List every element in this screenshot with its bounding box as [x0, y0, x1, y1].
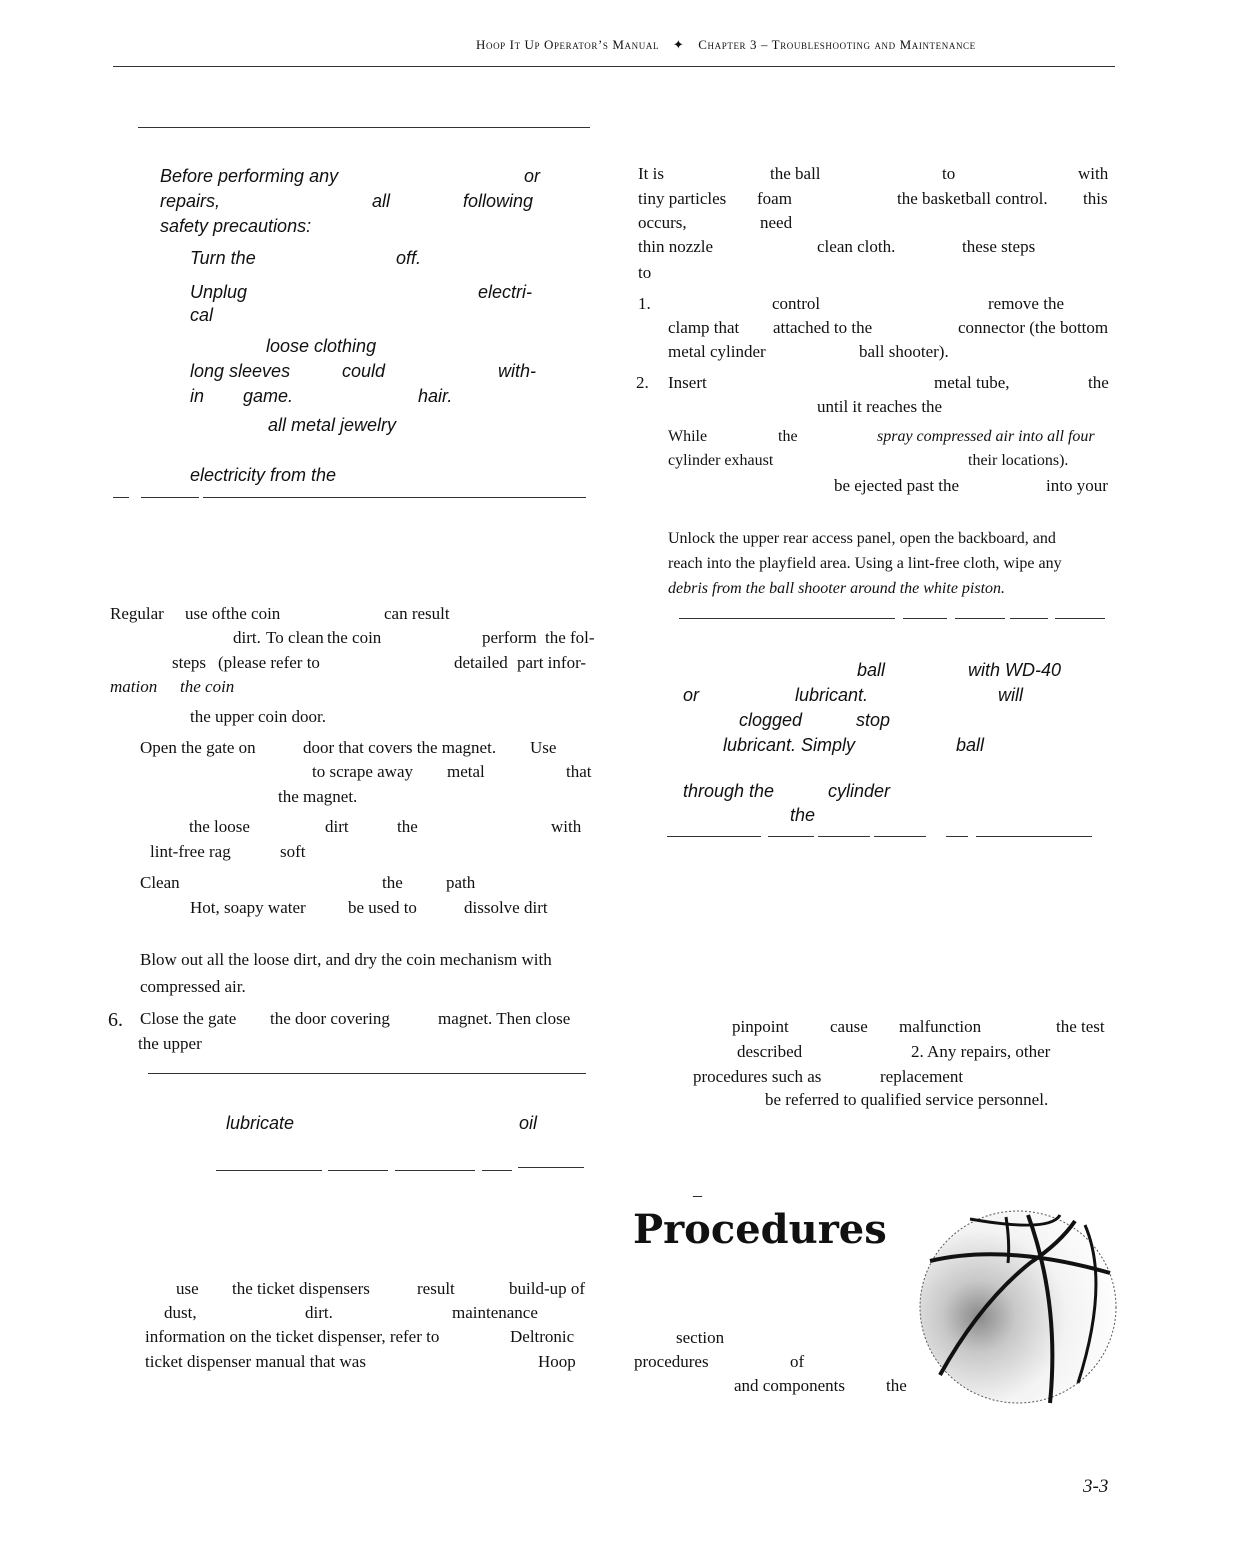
caution-text: off.	[396, 248, 422, 268]
body-text: malfunction	[899, 1017, 982, 1036]
body-text: of	[790, 1352, 805, 1371]
caution2-top-rule	[679, 618, 895, 619]
step-text: clamp that	[668, 318, 740, 337]
step-text: path	[446, 873, 476, 892]
caution-text: cylinder	[828, 781, 891, 801]
body-text: result	[417, 1279, 455, 1298]
step-text: the upper coin door.	[190, 707, 326, 726]
body-text: tiny particles	[638, 189, 727, 208]
step-text: Close the gate	[140, 1009, 237, 1028]
caution-text: all	[372, 191, 391, 211]
step-text: to scrape away	[312, 762, 414, 781]
step-text: the upper	[138, 1034, 202, 1053]
step-number: 2.	[636, 373, 649, 392]
body-text: pinpoint	[732, 1017, 789, 1036]
body-text: It is	[638, 164, 664, 183]
note-text: oil	[519, 1113, 538, 1133]
step-text: until it reaches the	[817, 397, 943, 416]
diamond-icon: ✦	[672, 37, 685, 52]
step-text: Insert	[668, 373, 707, 392]
caution-text: stop	[856, 710, 891, 730]
caution-text: through the	[683, 781, 775, 801]
caution-text: or	[524, 166, 541, 186]
caution-text: long sleeves	[190, 361, 291, 381]
body-text: dirt.	[233, 628, 261, 647]
body-text: occurs,	[638, 213, 687, 232]
caution2-bottom-rule	[976, 836, 1092, 837]
body-text: procedures	[634, 1352, 709, 1371]
step-text: Hot, soapy water	[190, 898, 306, 917]
note-bottom-rule	[518, 1167, 584, 1168]
caution-text: electri-	[478, 282, 533, 302]
step-text: the	[1088, 373, 1109, 392]
body-text: build-up of	[509, 1279, 586, 1298]
step-text: door that covers the magnet.	[303, 738, 497, 757]
note-bottom-rule	[395, 1170, 475, 1171]
caution2-top-rule	[903, 618, 947, 619]
header-rule	[113, 66, 1115, 67]
body-text: use of	[185, 604, 227, 623]
caution-top-rule	[138, 127, 590, 128]
body-text: be referred to qualified service personnel.	[765, 1090, 1049, 1109]
body-text: mation	[110, 677, 158, 696]
step-number: 6.	[108, 1009, 123, 1031]
caution2-bottom-rule	[874, 836, 926, 837]
body-text: the ball	[770, 164, 821, 183]
caution-bottom-rule	[141, 497, 199, 498]
body-text: 2. Any repairs, other	[911, 1042, 1051, 1061]
step-text: metal	[447, 762, 485, 781]
caution-text: all metal jewelry	[268, 415, 397, 435]
basketball-illustration	[910, 1203, 1124, 1409]
body-text: cause	[830, 1017, 868, 1036]
body-text: Deltronic	[510, 1327, 575, 1346]
caution-text: Before performing any	[160, 166, 339, 186]
body-text: information on the ticket dispenser, refer to	[145, 1327, 440, 1346]
step-text: dirt	[325, 817, 349, 836]
body-text: described	[737, 1042, 803, 1061]
step-text: compressed air.	[140, 977, 246, 996]
body-text: this	[1083, 189, 1108, 208]
caution-text: could	[342, 361, 386, 381]
caution-text: hair.	[418, 386, 453, 406]
procedures-heading: Procedures	[633, 1206, 887, 1253]
body-text: the ticket dispensers	[232, 1279, 370, 1298]
caution-bottom-rule	[203, 497, 586, 498]
step-text: Use	[530, 738, 557, 757]
body-text: steps	[172, 653, 206, 672]
body-text: To clean	[266, 628, 324, 647]
body-text: can result	[384, 604, 450, 623]
body-text: maintenance	[452, 1303, 538, 1322]
body-text: the test	[1056, 1017, 1105, 1036]
note-bottom-rule	[328, 1170, 388, 1171]
step-text: ball shooter).	[859, 342, 949, 361]
step-text: control	[772, 294, 821, 313]
step-text: Open the gate on	[140, 738, 256, 757]
body-text: part infor-	[517, 653, 587, 672]
step-text: the magnet.	[278, 787, 358, 806]
body-text: reach into the playfield area. Using a lint-free cloth, wipe any	[668, 555, 1062, 572]
caution-text: following	[463, 191, 534, 211]
body-text: the fol-	[545, 628, 595, 647]
body-text: Hoop	[538, 1352, 576, 1371]
body-text: section	[676, 1328, 725, 1347]
body-text: dust,	[164, 1303, 197, 1322]
body-text: with	[1078, 164, 1109, 183]
body-text: need	[760, 213, 793, 232]
caution2-bottom-rule	[667, 836, 761, 837]
note-bottom-rule	[216, 1170, 322, 1171]
step-text: be ejected past the	[834, 476, 960, 495]
page-number: 3-3	[1083, 1476, 1109, 1497]
caution2-top-rule	[955, 618, 1005, 619]
caution-text: loose clothing	[266, 336, 377, 356]
step-text: While	[668, 428, 708, 445]
note-text: lubricate	[226, 1113, 295, 1133]
body-text: the basketball control.	[897, 189, 1048, 208]
step-text: the	[397, 817, 418, 836]
body-text: Unlock the upper rear access panel, open the backboard, and	[668, 530, 1056, 547]
step-text: spray compressed air into all four	[877, 428, 1095, 445]
step-text: that	[566, 762, 592, 781]
body-text: thin nozzle	[638, 237, 714, 256]
step-text: connector (the bottom	[958, 318, 1109, 337]
caution-text: will	[998, 685, 1023, 705]
manual-title: Hoop It Up Operator’s Manual	[476, 37, 660, 52]
body-text: the coin	[327, 628, 382, 647]
body-text: debris from the ball shooter around the white piston.	[668, 580, 1006, 597]
body-text: detailed	[454, 653, 508, 672]
body-text: replacement	[880, 1067, 964, 1086]
step-text: their locations).	[968, 452, 1069, 469]
body-text: dirt.	[305, 1303, 333, 1322]
body-text: the coin	[226, 604, 281, 623]
caution-text: game.	[243, 386, 294, 406]
caution-text: or	[683, 685, 700, 705]
body-text: and components	[734, 1376, 845, 1395]
body-text: perform	[482, 628, 537, 647]
body-text: ticket dispenser manual that was	[145, 1352, 366, 1371]
body-text: to	[638, 263, 652, 282]
caution-text: with-	[498, 361, 537, 381]
step-text: attached to the	[773, 318, 873, 337]
step-text: Blow out all the loose dirt, and dry the coin mechanism with	[140, 950, 552, 969]
body-text: these steps	[962, 237, 1036, 256]
caution-text: clogged	[739, 710, 803, 730]
caution2-bottom-rule	[946, 836, 968, 837]
note-bottom-rule	[482, 1170, 512, 1171]
step-text: metal cylinder	[668, 342, 766, 361]
step-text: the	[382, 873, 403, 892]
body-text: procedures such as	[693, 1067, 822, 1086]
step-number: 1.	[638, 294, 651, 313]
caution-text: electricity from the	[190, 465, 337, 485]
step-text: be used to	[348, 898, 417, 917]
step-text: the door covering	[270, 1009, 390, 1028]
caution-text: in	[190, 386, 205, 406]
body-text: foam	[757, 189, 792, 208]
body-text: clean cloth.	[817, 237, 896, 256]
caution-text: lubricant. Simply	[723, 735, 856, 755]
running-header	[476, 37, 976, 53]
caution-text: Turn the	[190, 248, 256, 268]
body-text: the	[886, 1376, 907, 1395]
step-text: cylinder exhaust	[668, 452, 774, 469]
body-text: (please refer to	[218, 653, 320, 672]
heading-dash: –	[693, 1185, 702, 1205]
caution-text: cal	[190, 305, 214, 325]
step-text: the loose	[189, 817, 250, 836]
note-top-rule	[148, 1073, 586, 1074]
step-text: lint-free rag	[150, 842, 231, 861]
body-text: to	[942, 164, 956, 183]
caution-text: ball	[857, 660, 886, 680]
caution2-top-rule	[1010, 618, 1048, 619]
caution-text: repairs,	[160, 191, 221, 211]
caution2-bottom-rule	[768, 836, 814, 837]
caution2-top-rule	[1055, 618, 1105, 619]
caution-text: safety precautions:	[160, 216, 312, 236]
caution2-bottom-rule	[818, 836, 870, 837]
step-text: metal tube,	[934, 373, 1010, 392]
caution-text: lubricant.	[795, 685, 869, 705]
step-text: with	[551, 817, 582, 836]
step-text: magnet. Then close	[438, 1009, 571, 1028]
chapter-title: Chapter 3 – Troubleshooting and Maintenance	[698, 37, 976, 52]
body-text: Regular	[110, 604, 164, 623]
caution-text: with WD-40	[968, 660, 1062, 680]
caution-bottom-rule	[113, 497, 129, 498]
caution-text: ball	[956, 735, 985, 755]
step-text: soft	[280, 842, 306, 861]
step-text: into your	[1046, 476, 1108, 495]
caution-text: the	[790, 805, 816, 825]
step-text: the	[778, 428, 798, 445]
step-text: Clean	[140, 873, 180, 892]
body-text: use	[176, 1279, 199, 1298]
step-text: remove the	[988, 294, 1064, 313]
step-text: dissolve dirt	[464, 898, 548, 917]
body-text: the coin	[180, 677, 235, 696]
caution-text: Unplug	[190, 282, 248, 302]
